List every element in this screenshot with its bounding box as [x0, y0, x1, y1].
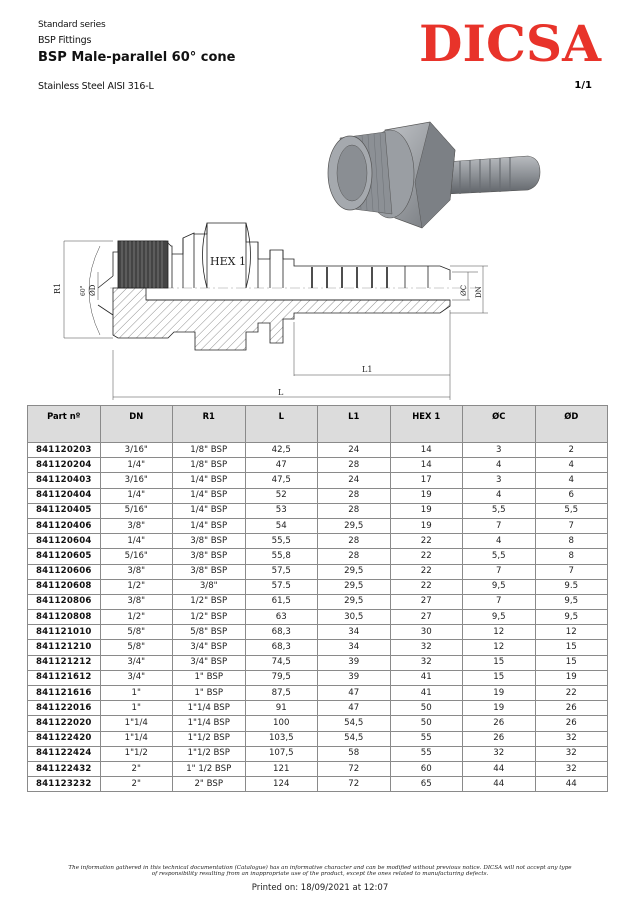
table-row: [28, 534, 608, 549]
cell-r1: 1/2" BSP: [173, 594, 246, 609]
cell-oc: 26: [463, 716, 536, 731]
cell-hex1: 14: [390, 458, 463, 473]
cell-od: 32: [535, 731, 608, 746]
cell-od: 32: [535, 761, 608, 776]
cell-dn: 1"1/4: [100, 716, 173, 731]
cell-r1: 1"1/4 BSP: [173, 701, 246, 716]
cell-r1: 3/8" BSP: [173, 549, 246, 564]
cell-oc: 3: [463, 473, 536, 488]
cell-l1: 28: [318, 458, 391, 473]
cell-part-number: 841122016: [28, 701, 101, 716]
cell-dn: 1/4": [100, 534, 173, 549]
cell-part-number: 841120405: [28, 503, 101, 518]
cell-l1: 47: [318, 701, 391, 716]
cell-r1: 3/4" BSP: [173, 655, 246, 670]
cell-r1: 1" BSP: [173, 670, 246, 685]
cell-l1: 34: [318, 640, 391, 655]
cell-r1: 1/4" BSP: [173, 473, 246, 488]
cell-hex1: 30: [390, 625, 463, 640]
cell-l: 57,5: [245, 564, 318, 579]
cell-part-number: 841122420: [28, 731, 101, 746]
cell-part-number: 841121616: [28, 686, 101, 701]
cell-hex1: 32: [390, 640, 463, 655]
cell-od: 22: [535, 686, 608, 701]
cell-l: 55,8: [245, 549, 318, 564]
cell-hex1: 41: [390, 686, 463, 701]
table-row: [28, 746, 608, 761]
cell-part-number: 841122432: [28, 761, 101, 776]
cell-part-number: 841121210: [28, 640, 101, 655]
cell-l: 103,5: [245, 731, 318, 746]
table-row: [28, 518, 608, 533]
table-row: [28, 443, 608, 458]
cell-l: 79,5: [245, 670, 318, 685]
cell-l1: 54,5: [318, 731, 391, 746]
svg-text:HEX 1: HEX 1: [210, 255, 246, 268]
cell-r1: 1"1/4 BSP: [173, 716, 246, 731]
cell-oc: 19: [463, 701, 536, 716]
dicsa-logo: [418, 20, 602, 64]
cell-l: 63: [245, 610, 318, 625]
disclaimer-line-1: The information gathered in this technical documentation (Catalogue) has an informative character and can be modified without previous notice. DICSA will not accept any type: [68, 865, 572, 871]
column-header-dn: DN: [100, 406, 173, 443]
cell-l1: 28: [318, 488, 391, 503]
cell-dn: 5/8": [100, 625, 173, 640]
cell-oc: 32: [463, 746, 536, 761]
cell-oc: 5,5: [463, 503, 536, 518]
cell-part-number: 841123232: [28, 777, 101, 792]
cell-dn: 3/16": [100, 443, 173, 458]
table-header-row: [28, 406, 608, 443]
cell-oc: 4: [463, 458, 536, 473]
table-row: [28, 458, 608, 473]
cell-od: 8: [535, 549, 608, 564]
table-row: [28, 488, 608, 503]
cell-l1: 24: [318, 443, 391, 458]
cell-l: 42,5: [245, 443, 318, 458]
cell-r1: 1/4" BSP: [173, 503, 246, 518]
cell-l: 91: [245, 701, 318, 716]
cell-l1: 54,5: [318, 716, 391, 731]
cell-l1: 39: [318, 655, 391, 670]
cell-r1: 3/4" BSP: [173, 640, 246, 655]
cell-r1: 2" BSP: [173, 777, 246, 792]
svg-text:R1: R1: [53, 282, 62, 294]
cell-dn: 5/16": [100, 503, 173, 518]
cell-part-number: 841120608: [28, 579, 101, 594]
cell-dn: 3/4": [100, 670, 173, 685]
cell-l1: 28: [318, 549, 391, 564]
cell-hex1: 19: [390, 488, 463, 503]
cell-dn: 5/16": [100, 549, 173, 564]
cell-hex1: 22: [390, 549, 463, 564]
cell-l1: 28: [318, 503, 391, 518]
cell-od: 26: [535, 701, 608, 716]
cell-r1: 1"1/2 BSP: [173, 731, 246, 746]
table-row: [28, 670, 608, 685]
table-row: [28, 549, 608, 564]
cell-l: 68,3: [245, 640, 318, 655]
cell-od: 7: [535, 564, 608, 579]
cell-l1: 47: [318, 686, 391, 701]
cell-l1: 72: [318, 761, 391, 776]
table-row: [28, 686, 608, 701]
svg-text:DICSA: DICSA: [419, 20, 602, 64]
cell-dn: 1"1/4: [100, 731, 173, 746]
cell-oc: 3: [463, 443, 536, 458]
cell-hex1: 41: [390, 670, 463, 685]
page-number: 1/1: [574, 80, 592, 91]
cell-dn: 5/8": [100, 640, 173, 655]
cell-oc: 9,5: [463, 610, 536, 625]
cell-part-number: 841121010: [28, 625, 101, 640]
cell-od: 9.5: [535, 579, 608, 594]
cell-part-number: 841120406: [28, 518, 101, 533]
table-row: [28, 579, 608, 594]
cell-l1: 39: [318, 670, 391, 685]
cell-hex1: 27: [390, 594, 463, 609]
column-header-l: L: [245, 406, 318, 443]
cell-r1: 1" BSP: [173, 686, 246, 701]
cell-r1: 3/8" BSP: [173, 534, 246, 549]
cell-hex1: 19: [390, 503, 463, 518]
cell-od: 44: [535, 777, 608, 792]
cell-part-number: 841122424: [28, 746, 101, 761]
table-row: [28, 655, 608, 670]
cell-od: 12: [535, 625, 608, 640]
cell-l1: 34: [318, 625, 391, 640]
page-title: BSP Male-parallel 60° cone: [38, 50, 236, 65]
cell-oc: 4: [463, 488, 536, 503]
cell-l1: 29,5: [318, 518, 391, 533]
cell-od: 26: [535, 716, 608, 731]
cell-od: 6: [535, 488, 608, 503]
cell-hex1: 22: [390, 564, 463, 579]
cell-oc: 26: [463, 731, 536, 746]
cell-l: 57.5: [245, 579, 318, 594]
table-row: [28, 640, 608, 655]
table-row: [28, 716, 608, 731]
cell-l: 47,5: [245, 473, 318, 488]
cell-l1: 29,5: [318, 564, 391, 579]
cell-od: 2: [535, 443, 608, 458]
cell-l: 53: [245, 503, 318, 518]
cell-hex1: 22: [390, 579, 463, 594]
svg-text:60°: 60°: [80, 285, 87, 296]
disclaimer-line-2: of responsibility resulting from an inappropriate use of the product, except the ones related to manufacturing defects.: [151, 871, 489, 877]
table-row: [28, 503, 608, 518]
cell-part-number: 841120204: [28, 458, 101, 473]
cell-l: 87,5: [245, 686, 318, 701]
cell-l1: 29,5: [318, 579, 391, 594]
cell-part-number: 841120403: [28, 473, 101, 488]
cell-hex1: 32: [390, 655, 463, 670]
cell-part-number: 841120806: [28, 594, 101, 609]
cell-dn: 3/8": [100, 594, 173, 609]
cell-dn: 1": [100, 686, 173, 701]
cell-l: 61,5: [245, 594, 318, 609]
cell-l: 107,5: [245, 746, 318, 761]
cell-hex1: 60: [390, 761, 463, 776]
cell-hex1: 55: [390, 746, 463, 761]
cell-dn: 2": [100, 777, 173, 792]
cell-od: 4: [535, 458, 608, 473]
cell-hex1: 65: [390, 777, 463, 792]
cell-oc: 19: [463, 686, 536, 701]
cell-r1: 1/2" BSP: [173, 610, 246, 625]
cell-l1: 28: [318, 534, 391, 549]
column-header-oc: ØC: [463, 406, 536, 443]
material-label: Stainless Steel AISI 316-L: [38, 81, 154, 92]
cell-part-number: 841122020: [28, 716, 101, 731]
series-label: Standard series: [38, 20, 106, 30]
cell-od: 19: [535, 670, 608, 685]
fitting-3d-render: [328, 122, 540, 228]
cell-l: 55,5: [245, 534, 318, 549]
cell-l: 100: [245, 716, 318, 731]
cell-hex1: 27: [390, 610, 463, 625]
cell-od: 8: [535, 534, 608, 549]
cell-r1: 1/4" BSP: [173, 488, 246, 503]
table-row: [28, 594, 608, 609]
cell-hex1: 17: [390, 473, 463, 488]
cell-dn: 3/8": [100, 564, 173, 579]
column-header-od: ØD: [535, 406, 608, 443]
cell-oc: 9,5: [463, 579, 536, 594]
table-row: [28, 701, 608, 716]
cell-part-number: 841120604: [28, 534, 101, 549]
technical-drawing: [50, 110, 570, 405]
cell-oc: 5,5: [463, 549, 536, 564]
cell-hex1: 14: [390, 443, 463, 458]
cell-oc: 4: [463, 534, 536, 549]
cell-dn: 3/8": [100, 518, 173, 533]
cell-l: 47: [245, 458, 318, 473]
cell-od: 15: [535, 640, 608, 655]
cell-part-number: 841120606: [28, 564, 101, 579]
cell-l: 52: [245, 488, 318, 503]
cell-oc: 15: [463, 670, 536, 685]
cell-l: 121: [245, 761, 318, 776]
cell-dn: 1": [100, 701, 173, 716]
cell-oc: 12: [463, 640, 536, 655]
cell-l1: 58: [318, 746, 391, 761]
cell-dn: 1/4": [100, 458, 173, 473]
cell-l: 124: [245, 777, 318, 792]
table-row: [28, 564, 608, 579]
svg-text:L: L: [278, 388, 284, 397]
column-header-part-no: Part nº: [28, 406, 101, 443]
cell-part-number: 841121612: [28, 670, 101, 685]
cell-r1: 1/8" BSP: [173, 458, 246, 473]
category-label: BSP Fittings: [38, 35, 92, 46]
cell-r1: 3/8": [173, 579, 246, 594]
cell-dn: 1"1/2: [100, 746, 173, 761]
cell-r1: 5/8" BSP: [173, 625, 246, 640]
printed-on-timestamp: Printed on: 18/09/2021 at 12:07: [251, 883, 389, 893]
cell-oc: 7: [463, 564, 536, 579]
cell-r1: 3/8" BSP: [173, 564, 246, 579]
svg-text:ØC: ØC: [460, 284, 468, 296]
disclaimer-text: [28, 865, 612, 877]
cell-hex1: 50: [390, 716, 463, 731]
cell-dn: 3/4": [100, 655, 173, 670]
table-row: [28, 777, 608, 792]
cell-r1: 1/8" BSP: [173, 443, 246, 458]
cell-od: 5,5: [535, 503, 608, 518]
cell-l1: 30,5: [318, 610, 391, 625]
cell-part-number: 841120404: [28, 488, 101, 503]
cell-oc: 15: [463, 655, 536, 670]
cell-part-number: 841120203: [28, 443, 101, 458]
column-header-r1: R1: [173, 406, 246, 443]
cell-dn: 2": [100, 761, 173, 776]
cell-part-number: 841120605: [28, 549, 101, 564]
fitting-section-view: [98, 223, 480, 350]
svg-text:DN: DN: [475, 286, 483, 298]
cell-hex1: 50: [390, 701, 463, 716]
cell-od: 15: [535, 655, 608, 670]
table-row: [28, 473, 608, 488]
svg-text:ØD: ØD: [89, 284, 97, 296]
cell-oc: 7: [463, 594, 536, 609]
table-row: [28, 761, 608, 776]
cell-r1: 1"1/2 BSP: [173, 746, 246, 761]
cell-hex1: 55: [390, 731, 463, 746]
cell-od: 32: [535, 746, 608, 761]
cell-l1: 24: [318, 473, 391, 488]
cell-l1: 29,5: [318, 594, 391, 609]
cell-hex1: 22: [390, 534, 463, 549]
cell-oc: 44: [463, 777, 536, 792]
column-header-hex1: HEX 1: [390, 406, 463, 443]
cell-dn: 1/2": [100, 610, 173, 625]
cell-hex1: 19: [390, 518, 463, 533]
cell-r1: 1/4" BSP: [173, 518, 246, 533]
cell-od: 7: [535, 518, 608, 533]
cell-l: 74,5: [245, 655, 318, 670]
table-row: [28, 731, 608, 746]
cell-oc: 7: [463, 518, 536, 533]
cell-od: 9,5: [535, 594, 608, 609]
cell-oc: 44: [463, 761, 536, 776]
cell-l: 54: [245, 518, 318, 533]
cell-od: 4: [535, 473, 608, 488]
cell-l1: 72: [318, 777, 391, 792]
cell-od: 9,5: [535, 610, 608, 625]
table-body: [28, 443, 608, 792]
column-header-l1: L1: [318, 406, 391, 443]
cell-dn: 3/16": [100, 473, 173, 488]
table-row: [28, 625, 608, 640]
table-row: [28, 610, 608, 625]
cell-part-number: 841121212: [28, 655, 101, 670]
cell-r1: 1" 1/2 BSP: [173, 761, 246, 776]
cell-part-number: 841120808: [28, 610, 101, 625]
cell-oc: 12: [463, 625, 536, 640]
cell-dn: 1/4": [100, 488, 173, 503]
cell-l: 68,3: [245, 625, 318, 640]
part-specifications-table: [27, 405, 608, 792]
svg-text:L1: L1: [362, 365, 373, 374]
cell-dn: 1/2": [100, 579, 173, 594]
